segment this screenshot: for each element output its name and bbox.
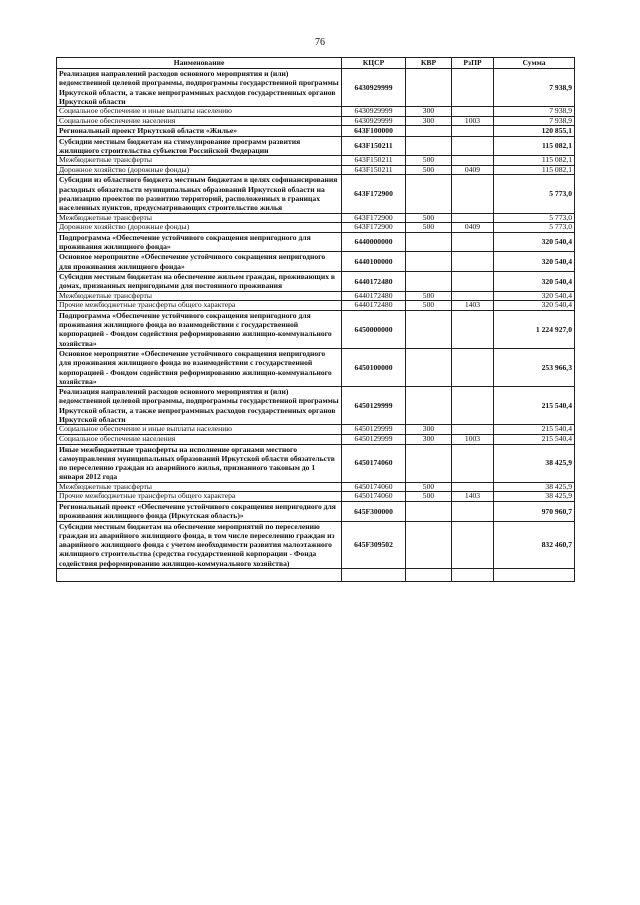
budget-table — [56, 57, 575, 582]
table-row — [57, 434, 575, 444]
cell-name: Межбюджетные трансферты — [57, 213, 342, 223]
header-rzpr: РзПР — [452, 58, 494, 69]
cell-rzpr — [452, 521, 494, 568]
cell-kvr: 500 — [406, 156, 452, 166]
table-row — [57, 213, 575, 223]
cell-name: Основное мероприятие «Обеспечение устойчивого сокращения непригодного для проживания жилищного фонда во взаимодействии с государственной корпорацией - Фондом содействия реформированию жилищно-коммунального хозяйства» — [57, 348, 342, 386]
cell-kvr — [406, 387, 452, 425]
cell-kvr — [406, 310, 452, 348]
cell-kvr: 500 — [406, 482, 452, 492]
cell-name: Прочие межбюджетные трансферты общего характера — [57, 492, 342, 502]
cell-name: Субсидии из областного бюджета местным бюджетам в целях софинансирования расходных обязательств муниципальных образований Иркутской области на реализацию проектов по развитию территорий, расположенных в границах населенных пунктов, предусматривающих строительство жилья — [57, 175, 342, 213]
cell-kcsr: 643F150211 — [342, 136, 406, 156]
cell-name: Межбюджетные трансферты — [57, 156, 342, 166]
table-row — [57, 136, 575, 156]
cell-rzpr — [452, 444, 494, 482]
table-header-row — [57, 58, 575, 69]
cell-sum: 7 938,9 — [494, 116, 575, 126]
cell-rzpr — [452, 482, 494, 492]
cell-name: Социальное обеспечение и иные выплаты населению — [57, 107, 342, 117]
cell-name: Социальное обеспечение населения — [57, 116, 342, 126]
table-row — [57, 223, 575, 233]
cell-name: Основное мероприятие «Обеспечение устойчивого сокращения непригодного для проживания жилищного фонда» — [57, 252, 342, 272]
cell-name: Субсидии местным бюджетам на стимулирование программ развития жилищного строительства субъектов Российской Федерации — [57, 136, 342, 156]
cell-sum: 5 773,0 — [494, 213, 575, 223]
cell-name: Реализация направлений расходов основного мероприятия и (или) ведомственной целевой программы, подпрограммы государственной программы Иркутской области, а также непрограммных расходов государственных органов Иркутской области — [57, 69, 342, 107]
table-row — [57, 232, 575, 252]
cell-kcsr: 6450174060 — [342, 482, 406, 492]
cell-sum: 115 082,1 — [494, 136, 575, 156]
cell-kcsr: 6450174060 — [342, 492, 406, 502]
cell-kcsr: 643F100000 — [342, 126, 406, 136]
table-row — [57, 107, 575, 117]
table-body — [57, 69, 575, 582]
cell-rzpr: 0409 — [452, 165, 494, 175]
table-row — [57, 291, 575, 301]
cell-kvr: 500 — [406, 291, 452, 301]
cell-rzpr — [452, 291, 494, 301]
table-row — [57, 521, 575, 568]
table-row — [57, 310, 575, 348]
cell-rzpr — [452, 136, 494, 156]
cell-kcsr: 6440172480 — [342, 291, 406, 301]
cell-kcsr: 643F172900 — [342, 213, 406, 223]
cell-kcsr: 6430929999 — [342, 107, 406, 117]
cell-kcsr: 643F172900 — [342, 223, 406, 233]
cell-sum: 320 540,4 — [494, 252, 575, 272]
cell-sum: 5 773,0 — [494, 175, 575, 213]
cell-kvr — [406, 444, 452, 482]
table-row — [57, 165, 575, 175]
cell-kvr: 500 — [406, 301, 452, 311]
header-kcsr: КЦСР — [342, 58, 406, 69]
cell-sum: 320 540,4 — [494, 232, 575, 252]
cell-rzpr — [452, 232, 494, 252]
empty-cell — [494, 569, 575, 582]
cell-kvr: 300 — [406, 434, 452, 444]
cell-name: Реализация направлений расходов основного мероприятия и (или) ведомственной целевой программы, подпрограммы государственной программы Иркутской области, а также непрограммных расходов государственных органов Иркутской области — [57, 387, 342, 425]
cell-rzpr — [452, 348, 494, 386]
cell-kvr: 300 — [406, 107, 452, 117]
cell-kvr: 500 — [406, 213, 452, 223]
cell-rzpr — [452, 175, 494, 213]
empty-cell — [452, 569, 494, 582]
cell-rzpr — [452, 252, 494, 272]
cell-kcsr: 6440172480 — [342, 272, 406, 292]
cell-kcsr: 643F150211 — [342, 156, 406, 166]
cell-sum: 253 966,3 — [494, 348, 575, 386]
cell-kcsr: 6430929999 — [342, 69, 406, 107]
cell-kvr: 500 — [406, 492, 452, 502]
cell-kvr — [406, 521, 452, 568]
cell-name: Подпрограмма «Обеспечение устойчивого сокращения непригодного для проживания жилищного фонда» — [57, 232, 342, 252]
cell-name: Региональный проект «Обеспечение устойчивого сокращения непригодного для проживания жилищного фонда (Иркутская область)» — [57, 501, 342, 521]
table-row — [57, 387, 575, 425]
empty-cell — [406, 569, 452, 582]
cell-name: Дорожное хозяйство (дорожные фонды) — [57, 165, 342, 175]
cell-kcsr: 6440000000 — [342, 232, 406, 252]
cell-sum: 5 773,0 — [494, 223, 575, 233]
cell-rzpr — [452, 69, 494, 107]
cell-sum: 215 540,4 — [494, 434, 575, 444]
cell-kcsr: 6440100000 — [342, 252, 406, 272]
cell-rzpr: 1403 — [452, 301, 494, 311]
cell-name: Прочие межбюджетные трансферты общего характера — [57, 301, 342, 311]
cell-sum: 215 540,4 — [494, 425, 575, 435]
cell-sum: 320 540,4 — [494, 272, 575, 292]
cell-kcsr: 645F309502 — [342, 521, 406, 568]
cell-sum: 320 540,4 — [494, 291, 575, 301]
cell-kcsr: 6450129999 — [342, 387, 406, 425]
cell-rzpr — [452, 425, 494, 435]
table-row — [57, 301, 575, 311]
cell-rzpr: 1403 — [452, 492, 494, 502]
cell-name: Социальное обеспечение и иные выплаты населению — [57, 425, 342, 435]
cell-kcsr: 643F150211 — [342, 165, 406, 175]
cell-kcsr: 6450129999 — [342, 425, 406, 435]
table-row — [57, 425, 575, 435]
cell-rzpr — [452, 310, 494, 348]
table-row — [57, 252, 575, 272]
cell-name: Субсидии местным бюджетам на обеспечение жильем граждан, проживающих в домах, признанных непригодными для постоянного проживания — [57, 272, 342, 292]
table-row — [57, 116, 575, 126]
cell-rzpr: 1003 — [452, 116, 494, 126]
cell-sum: 38 425,9 — [494, 482, 575, 492]
page-number: 76 — [315, 37, 325, 48]
cell-name: Социальное обеспечение населения — [57, 434, 342, 444]
table-row — [57, 492, 575, 502]
cell-rzpr: 1003 — [452, 434, 494, 444]
cell-kcsr: 6430929999 — [342, 116, 406, 126]
cell-kvr: 500 — [406, 165, 452, 175]
cell-rzpr — [452, 126, 494, 136]
cell-rzpr: 0409 — [452, 223, 494, 233]
cell-kvr — [406, 126, 452, 136]
cell-rzpr — [452, 501, 494, 521]
table-row — [57, 348, 575, 386]
cell-kvr — [406, 501, 452, 521]
cell-name: Межбюджетные трансферты — [57, 291, 342, 301]
table-row — [57, 482, 575, 492]
cell-sum: 38 425,9 — [494, 444, 575, 482]
empty-cell — [57, 569, 342, 582]
cell-name: Региональный проект Иркутской области «Жилье» — [57, 126, 342, 136]
cell-sum: 1 224 927,0 — [494, 310, 575, 348]
cell-kcsr: 643F172900 — [342, 175, 406, 213]
cell-sum: 120 855,1 — [494, 126, 575, 136]
cell-sum: 7 938,9 — [494, 69, 575, 107]
cell-kvr: 300 — [406, 116, 452, 126]
table-row — [57, 175, 575, 213]
cell-name: Субсидии местным бюджетам на обеспечение мероприятий по переселению граждан из аварийного жилищного фонда, в том числе переселению граждан из аварийного жилищного фонда с учетом необходимости развития малоэтажного жилищного строительства (средства государственной корпорации - Фонда содействия реформированию жилищно-коммунального хозяйства) — [57, 521, 342, 568]
cell-kvr — [406, 136, 452, 156]
table-row-empty — [57, 569, 575, 582]
cell-sum: 7 938,9 — [494, 107, 575, 117]
header-sum: Сумма — [494, 58, 575, 69]
cell-kvr — [406, 272, 452, 292]
cell-sum: 215 540,4 — [494, 387, 575, 425]
cell-kcsr: 6450000000 — [342, 310, 406, 348]
cell-name: Межбюджетные трансферты — [57, 482, 342, 492]
cell-sum: 320 540,4 — [494, 301, 575, 311]
cell-kvr: 500 — [406, 223, 452, 233]
table-row — [57, 444, 575, 482]
cell-sum: 970 960,7 — [494, 501, 575, 521]
cell-sum: 832 460,7 — [494, 521, 575, 568]
cell-rzpr — [452, 156, 494, 166]
table-row — [57, 156, 575, 166]
table-row — [57, 126, 575, 136]
cell-kvr — [406, 252, 452, 272]
cell-kcsr: 6450174060 — [342, 444, 406, 482]
empty-cell — [342, 569, 406, 582]
table-row — [57, 69, 575, 107]
cell-rzpr — [452, 387, 494, 425]
cell-kvr — [406, 348, 452, 386]
cell-kcsr: 6450100000 — [342, 348, 406, 386]
cell-kvr: 300 — [406, 425, 452, 435]
cell-sum: 115 082,1 — [494, 165, 575, 175]
table-row — [57, 272, 575, 292]
header-kvr: КВР — [406, 58, 452, 69]
cell-kcsr: 6440172480 — [342, 301, 406, 311]
cell-kvr — [406, 175, 452, 213]
cell-name: Дорожное хозяйство (дорожные фонды) — [57, 223, 342, 233]
cell-kvr — [406, 69, 452, 107]
cell-rzpr — [452, 213, 494, 223]
cell-rzpr — [452, 272, 494, 292]
cell-kcsr: 645F300000 — [342, 501, 406, 521]
cell-kvr — [406, 232, 452, 252]
table-row — [57, 501, 575, 521]
cell-rzpr — [452, 107, 494, 117]
header-name: Наименование — [57, 58, 342, 69]
cell-name: Иные межбюджетные трансферты на исполнение органами местного самоуправления муниципальных образований Иркутской области обязательств по переселению граждан из аварийного жилья, признанного таковым до 1 января 2012 года — [57, 444, 342, 482]
cell-kcsr: 6450129999 — [342, 434, 406, 444]
cell-name: Подпрограмма «Обеспечение устойчивого сокращения непригодного для проживания жилищного фонда во взаимодействии с государственной корпорацией - Фондом содействия реформированию жилищно-коммунального хозяйства» — [57, 310, 342, 348]
cell-sum: 115 082,1 — [494, 156, 575, 166]
cell-sum: 38 425,9 — [494, 492, 575, 502]
